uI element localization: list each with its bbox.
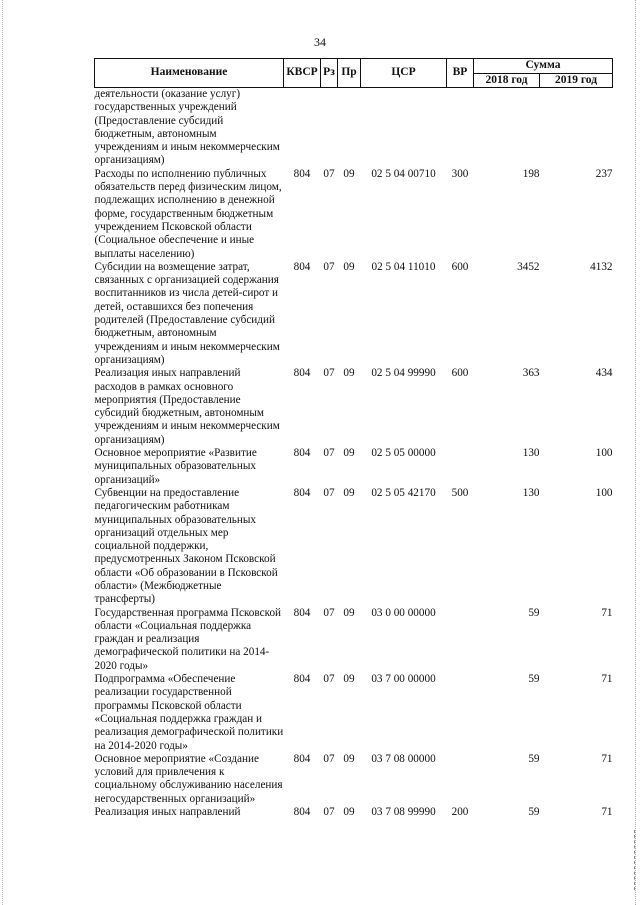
header-name: Наименование — [95, 59, 284, 88]
row-pr: 09 — [343, 752, 355, 765]
row-vr — [447, 447, 474, 487]
row-amount-2018: 59 — [528, 606, 540, 619]
row-csr: 03 0 00 00000 — [371, 606, 436, 619]
row-amount-2019: 71 — [601, 673, 613, 686]
row-pr: 09 — [343, 806, 355, 819]
row-amount-2019: 71 — [601, 806, 613, 819]
row-rz: 07 — [323, 260, 335, 273]
row-name: деятельности (оказание услуг) государственных учреждений (Предоставление субсидий бюджетным, автономным учреждениям и иным некоммерческим организациям) — [94, 88, 280, 167]
table-row — [95, 88, 613, 168]
row-amount-2018 — [474, 88, 540, 168]
row-vr — [447, 673, 474, 753]
row-name: Подпрограмма «Обеспечение реализации государственной программы Псковской области «Социальная поддержка граждан и реализация демографической политики на 2014-2020 годы» — [94, 673, 284, 752]
table-row — [95, 261, 613, 367]
row-vr — [447, 607, 474, 673]
row-rz: 07 — [323, 673, 335, 686]
row-pr: 09 — [343, 167, 355, 180]
row-csr — [361, 88, 447, 168]
row-pr: 09 — [343, 673, 355, 686]
row-pr — [338, 88, 361, 168]
row-kvsr — [284, 88, 321, 168]
row-kvsr: 804 — [293, 673, 311, 686]
row-amount-2018: 59 — [528, 752, 540, 765]
row-name: Реализация иных направлений — [94, 806, 241, 819]
row-pr: 09 — [343, 486, 355, 499]
table-row — [95, 607, 613, 673]
row-amount-2018: 198 — [522, 167, 540, 180]
row-name: Расходы по исполнению публичных обязательств перед физическим лицом, подлежащих исполнению в денежной форме, государственным бюджетным учреждением Псковской области (Социальное обеспечение и иные выплаты населению) — [94, 167, 282, 260]
row-amount-2019: 71 — [601, 606, 613, 619]
row-rz: 07 — [323, 167, 335, 180]
row-amount-2019: 100 — [595, 486, 613, 499]
header-pr: Пр — [338, 59, 361, 88]
row-amount-2018: 59 — [528, 673, 540, 686]
table-header — [95, 59, 613, 88]
header-year-2018: 2018 год — [474, 73, 540, 88]
row-kvsr: 804 — [293, 260, 311, 273]
header-year-2019: 2019 год — [540, 73, 613, 88]
row-name: Субсидии на возмещение затрат, связанных с организацией содержания воспитанников из числа детей-сирот и детей, оставшихся без попечения родителей (Предоставление субсидий бюджетным, автономным учреждениям и иным некоммерческим организациям) — [94, 260, 280, 366]
row-name: Основное мероприятие «Развитие муниципальных образовательных организаций» — [94, 447, 257, 486]
row-amount-2018: 130 — [522, 447, 540, 460]
row-pr: 09 — [343, 606, 355, 619]
row-amount-2019: 71 — [601, 752, 613, 765]
table-row — [95, 168, 613, 261]
row-vr — [447, 753, 474, 806]
row-rz: 07 — [323, 486, 335, 499]
row-amount-2019: 237 — [595, 167, 613, 180]
row-amount-2018: 3452 — [517, 260, 540, 273]
row-amount-2019: 100 — [595, 447, 613, 460]
row-kvsr: 804 — [293, 167, 311, 180]
table-row — [95, 487, 613, 607]
scan-edge-left — [2, 0, 4, 905]
scan-edge-right — [635, 0, 637, 905]
page-number: 34 — [314, 35, 326, 49]
row-amount-2018: 130 — [522, 486, 540, 499]
row-csr: 02 5 04 11010 — [371, 260, 436, 273]
row-rz: 07 — [323, 367, 335, 380]
row-amount-2019: 4132 — [590, 260, 613, 273]
row-name: Субвенции на предоставление педагогическим работникам муниципальных образовательных организаций отдельных мер социальной поддержки, предусмотренных Законом Псковской области «Об образовании в Псковской области» (Межбюджетные трансферты) — [94, 486, 278, 606]
row-kvsr: 804 — [293, 486, 311, 499]
table-row — [95, 673, 613, 753]
header-sum: Сумма — [474, 59, 613, 74]
header-kvsr: КВСР — [284, 59, 321, 88]
table-body — [95, 88, 613, 820]
row-name: Основное мероприятие «Создание условий для привлечения к социальному обслуживанию населения негосударственных организаций» — [94, 752, 283, 805]
row-rz: 07 — [323, 606, 335, 619]
binding-mark — [634, 830, 638, 890]
row-vr — [447, 88, 474, 168]
budget-table — [94, 58, 613, 819]
row-pr: 09 — [343, 367, 355, 380]
header-vr: ВР — [447, 59, 474, 88]
row-pr: 09 — [343, 260, 355, 273]
row-name: Государственная программа Псковской области «Социальная поддержка граждан и реализация демографической политики на 2014-2020 годы» — [94, 606, 282, 672]
row-pr: 09 — [343, 447, 355, 460]
row-kvsr: 804 — [293, 752, 311, 765]
row-amount-2018: 363 — [522, 367, 540, 380]
row-rz — [321, 88, 338, 168]
table-row — [95, 367, 613, 447]
row-csr: 02 5 04 00710 — [371, 167, 436, 180]
row-amount-2018: 59 — [528, 806, 540, 819]
row-csr: 02 5 04 99990 — [371, 367, 436, 380]
row-csr: 03 7 00 00000 — [371, 673, 436, 686]
row-amount-2019: 434 — [595, 367, 613, 380]
row-vr: 600 — [451, 260, 469, 273]
row-rz: 07 — [323, 752, 335, 765]
table-row — [95, 806, 613, 819]
header-rz: Рз — [321, 59, 338, 88]
row-csr: 03 7 08 00000 — [371, 752, 436, 765]
row-kvsr: 804 — [293, 806, 311, 819]
row-kvsr: 804 — [293, 606, 311, 619]
row-kvsr: 804 — [293, 367, 311, 380]
row-name: Реализация иных направлений расходов в рамках основного мероприятия (Предоставление субсидий бюджетным, автономным учреждениям и иным некоммерческим организациям) — [94, 367, 280, 446]
row-rz: 07 — [323, 806, 335, 819]
row-vr: 300 — [451, 167, 469, 180]
table-row — [95, 447, 613, 487]
header-csr: ЦСР — [361, 59, 447, 88]
row-csr: 02 5 05 42170 — [371, 486, 436, 499]
row-rz: 07 — [323, 447, 335, 460]
row-kvsr: 804 — [293, 447, 311, 460]
row-vr: 200 — [451, 806, 469, 819]
row-csr: 03 7 08 99990 — [371, 806, 436, 819]
row-csr: 02 5 05 00000 — [371, 447, 436, 460]
row-vr: 500 — [451, 486, 469, 499]
row-vr: 600 — [451, 367, 469, 380]
table-row — [95, 753, 613, 806]
row-amount-2019 — [540, 88, 613, 168]
